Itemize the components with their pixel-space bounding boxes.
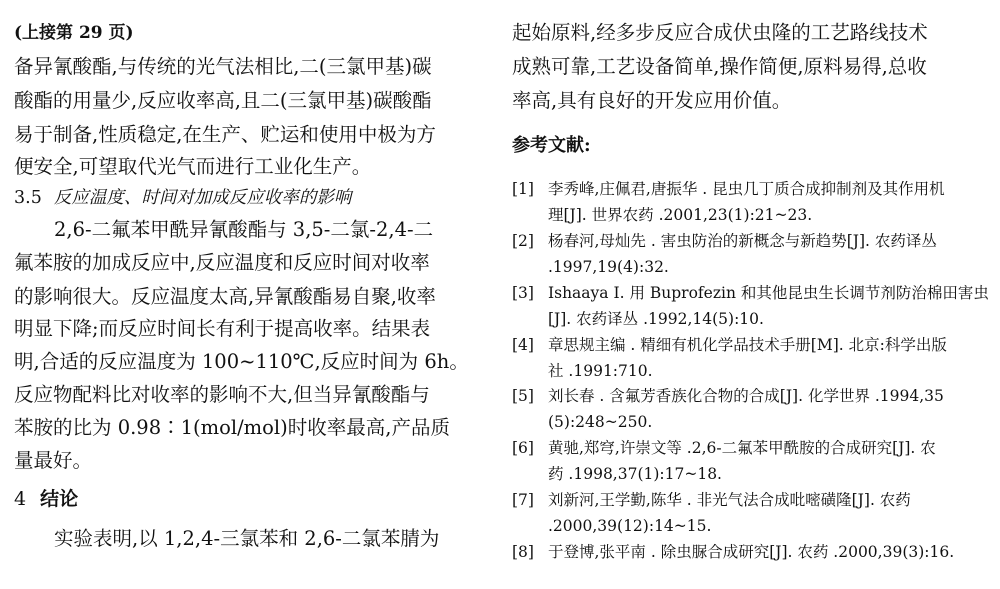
references-heading: 参考文献: [512, 135, 591, 156]
reference-number: [7] [512, 491, 534, 509]
text-line: 明,合适的反应温度为 100~110℃,反应时间为 6h。 [14, 350, 469, 373]
reference-text: 药 .1998,37(1):17~18. [548, 465, 722, 483]
reference-text: (5):248~250. [548, 413, 653, 431]
text-line: 成熟可靠,工艺设备简单,操作简便,原料易得,总收 [512, 55, 927, 78]
section-title: 结论 [40, 488, 79, 510]
reference-text: .1997,19(4):32. [548, 258, 669, 276]
reference-text: Ishaaya I. 用 Buprofezin 和其他昆虫生长调节剂防治棉田害虫 [548, 284, 989, 302]
reference-number: [3] [512, 284, 534, 302]
text-line: 率高,具有良好的开发应用价值。 [512, 89, 792, 112]
reference-number: [1] [512, 180, 534, 198]
reference-text: 章思规主编 . 精细有机化学品技术手册[M]. 北京:科学出版 [548, 336, 947, 354]
reference-text: 李秀峰,庄佩君,唐振华 . 昆虫几丁质合成抑制剂及其作用机 [548, 180, 945, 198]
reference-text: .2000,39(12):14~15. [548, 517, 712, 535]
reference-text: [J]. 农药译丛 .1992,14(5):10. [548, 310, 764, 328]
reference-number: [2] [512, 232, 534, 250]
text-line: 2,6-二氟苯甲酰异氰酸酯与 3,5-二氯-2,4-二 [54, 218, 434, 241]
text-line: 易于制备,性质稳定,在生产、贮运和使用中极为方 [14, 123, 436, 146]
text-line: 明显下降;而反应时间长有利于提高收率。结果表 [14, 317, 431, 340]
reference-text: 理[J]. 世界农药 .2001,23(1):21~23. [548, 206, 813, 224]
reference-number: [6] [512, 439, 534, 457]
text-line: 苯胺的比为 0.98∶1(mol/mol)时收率最高,产品质 [14, 416, 450, 439]
text-line: 反应物配料比对收率的影响不大,但当异氰酸酯与 [14, 383, 430, 406]
text-line: 酸酯的用量少,反应收率高,且二(三氯甲基)碳酸酯 [14, 89, 432, 112]
section-heading-4 [14, 484, 78, 514]
text-line: 起始原料,经多步反应合成伏虫隆的工艺路线技术 [512, 21, 928, 44]
section-title: 反应温度、时间对加成反应收率的影响 [53, 188, 352, 208]
section-number: 3.5 [14, 188, 42, 208]
text-line: 的影响很大。反应温度太高,异氰酸酯易自聚,收率 [14, 285, 436, 308]
reference-text: 杨春河,母灿先 . 害虫防治的新概念与新趋势[J]. 农药译丛 [548, 232, 937, 250]
continuation-note: (上接第 29 页) [14, 23, 134, 43]
section-heading-3-5 [14, 183, 351, 213]
reference-text: 刘长春 . 含氟芳香族化合物的合成[J]. 化学世界 .1994,35 [548, 387, 944, 405]
section-number: 4 [14, 488, 27, 510]
reference-text: 黄驰,郑穹,许崇文等 .2,6-二氟苯甲酰胺的合成研究[J]. 农 [548, 439, 936, 457]
text-line: 便安全,可望取代光气而进行工业化生产。 [14, 155, 372, 178]
reference-number: [5] [512, 387, 534, 405]
text-line: 实验表明,以 1,2,4-三氯苯和 2,6-二氯苯腈为 [54, 527, 440, 550]
reference-text: 于登博,张平南 . 除虫脲合成研究[J]. 农药 .2000,39(3):16. [548, 543, 955, 561]
text-line: 量最好。 [14, 449, 93, 472]
reference-text: 刘新河,王学勤,陈华 . 非光气法合成吡嘧磺隆[J]. 农药 [548, 491, 911, 509]
reference-text: 社 .1991:710. [548, 362, 653, 380]
reference-number: [8] [512, 543, 534, 561]
text-line: 氟苯胺的加成反应中,反应温度和反应时间对收率 [14, 251, 430, 274]
reference-number: [4] [512, 336, 534, 354]
text-line: 备异氰酸酯,与传统的光气法相比,二(三氯甲基)碳 [14, 55, 432, 78]
